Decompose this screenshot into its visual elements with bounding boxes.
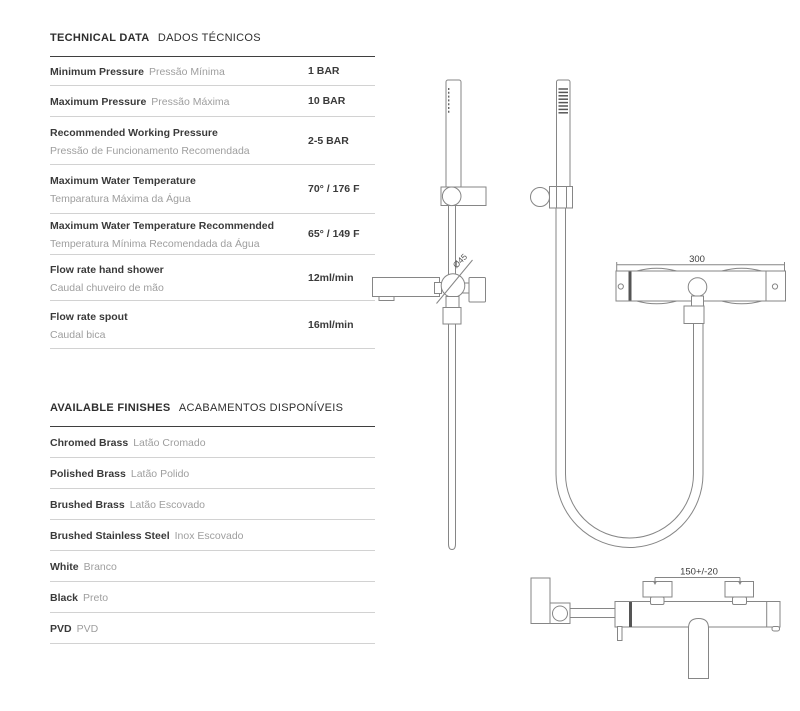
- spec-label-pt: Pressão de Funcionamento Recomendada: [50, 144, 250, 157]
- valve-diameter-label: Ø45: [450, 251, 470, 271]
- tub-spout: [689, 619, 709, 679]
- finish-label-en: Brushed Brass: [50, 499, 125, 511]
- hose-connector-side: [443, 308, 461, 325]
- handle-right-front: [725, 582, 754, 598]
- spec-row: [50, 214, 375, 255]
- technical-data-title: [50, 32, 375, 44]
- finish-label-en: Black: [50, 592, 79, 604]
- hose-outer: [556, 208, 703, 548]
- spec-value: 10 BAR: [308, 95, 346, 107]
- spec-value: 12ml/min: [308, 271, 354, 284]
- finish-label-pt: Branco: [83, 561, 117, 573]
- finish-label-en: Chromed Brass: [50, 437, 129, 449]
- spec-row: [50, 165, 375, 214]
- diagram-front-view: [531, 80, 704, 548]
- spec-row: [50, 57, 375, 86]
- spec-row: [50, 86, 375, 117]
- finish-row: [50, 520, 375, 551]
- section-title-en: AVAILABLE FINISHES: [50, 402, 171, 414]
- spec-row: [50, 301, 375, 349]
- holder-knob-side: [442, 187, 461, 206]
- finish-label-en: White: [50, 561, 79, 573]
- diagram-top-view: [616, 254, 786, 324]
- spout-aerator: [379, 297, 394, 301]
- spout-side: [373, 278, 440, 297]
- diagram-installation-view: [531, 567, 780, 679]
- spec-label-pt: Temparatura Máxima da Água: [50, 193, 191, 205]
- spec-label-pt: Caudal bica: [50, 328, 106, 341]
- finish-row: [50, 613, 375, 644]
- spec-label-en: Maximum Pressure: [50, 96, 147, 108]
- spec-row: [50, 117, 375, 165]
- spec-label-en: Maximum Water Temperature: [50, 175, 196, 187]
- spec-label-pt: Pressão Mínima: [148, 66, 225, 78]
- spec-label-en: Flow rate spout: [50, 310, 128, 323]
- section-title-pt: ACABAMENTOS DISPONÍVEIS: [178, 402, 344, 414]
- finish-label-pt: Latão Escovado: [129, 499, 206, 511]
- spec-value: 65° / 149 F: [308, 228, 360, 240]
- spec-value: 1 BAR: [308, 65, 340, 77]
- technical-data-table: [50, 56, 375, 349]
- finish-label-en: Brushed Stainless Steel: [50, 530, 170, 542]
- finish-label-pt: PVD: [76, 623, 99, 635]
- spec-label-en: Flow rate hand shower: [50, 263, 164, 276]
- section-title-pt: DADOS TÉCNICOS: [157, 32, 261, 44]
- spec-label-en: Minimum Pressure: [50, 66, 144, 78]
- spec-label-pt: Pressão Máxima: [151, 96, 230, 108]
- check-valve-nub: [772, 627, 780, 632]
- finish-row: [50, 551, 375, 582]
- spec-label-pt: Caudal chuveiro de mão: [50, 281, 164, 294]
- handle-left-front: [643, 582, 672, 598]
- finish-label-pt: Latão Polido: [130, 468, 190, 480]
- shower-holder-front: [550, 187, 573, 209]
- hose-inner: [566, 208, 694, 538]
- holder-knob-front: [531, 188, 550, 207]
- finish-row: [50, 582, 375, 613]
- finish-row: [50, 458, 375, 489]
- finish-label-pt: Inox Escovado: [174, 530, 244, 542]
- finish-row: [50, 489, 375, 520]
- diagram-side-view: [373, 80, 487, 550]
- finish-row: [50, 427, 375, 458]
- available-finishes-section: [50, 402, 375, 644]
- finish-label-pt: Latão Cromado: [133, 437, 206, 449]
- spec-row: [50, 255, 375, 301]
- available-finishes-title: [50, 402, 375, 414]
- section-title-en: TECHNICAL DATA: [50, 32, 150, 44]
- spec-value: 2-5 BAR: [308, 134, 349, 147]
- diverter-pin: [618, 627, 623, 641]
- holder-knob-install: [553, 606, 568, 621]
- technical-data-section: [50, 32, 375, 349]
- finish-label-en: Polished Brass: [50, 468, 126, 480]
- spec-label-en: Recommended Working Pressure: [50, 126, 218, 139]
- spec-value: 16ml/min: [308, 318, 354, 331]
- spec-value: 70° / 176 F: [308, 183, 360, 195]
- hose-outlet-connector: [684, 306, 704, 324]
- available-finishes-table: [50, 426, 375, 644]
- docked-hand-shower: [531, 578, 550, 624]
- finish-label-en: PVD: [50, 623, 72, 635]
- handle-spacing-dimension: 150+/-20: [680, 566, 718, 578]
- spec-label-pt: Temperatura Mínima Recomendada da Água: [50, 238, 260, 250]
- bar-width-dimension: 300: [689, 254, 705, 265]
- diverter-knob-top: [688, 278, 707, 297]
- handle-knob-side: [469, 278, 486, 303]
- spec-label-en: Maximum Water Temperature Recommended: [50, 220, 275, 232]
- finish-label-pt: Preto: [83, 592, 109, 604]
